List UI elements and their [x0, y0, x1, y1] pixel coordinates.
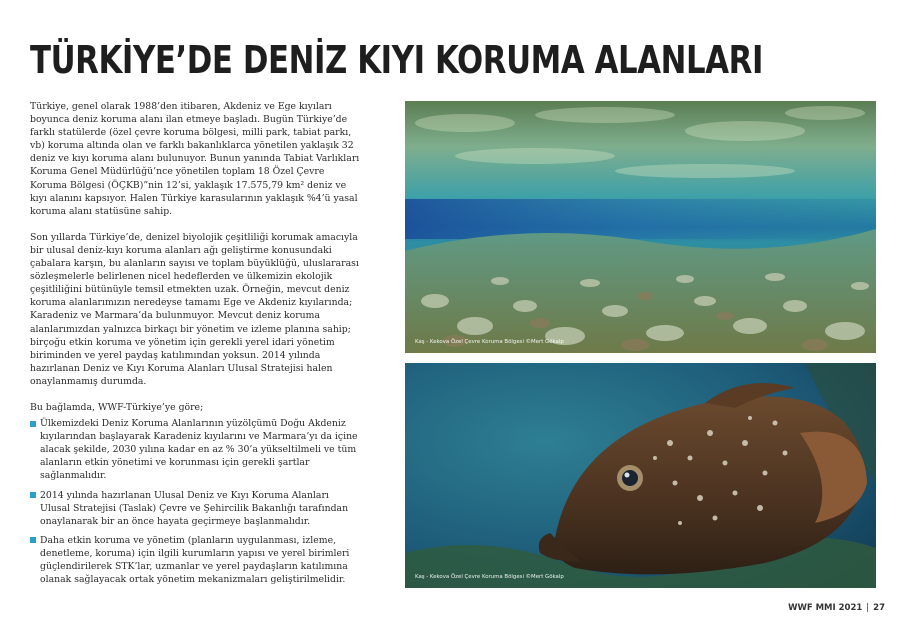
footer-separator: | — [866, 603, 870, 613]
list-intro: Bu bağlamda, WWF-Türkiye’ye göre; — [30, 401, 204, 413]
seabed-illustration — [405, 101, 876, 353]
seabed-photo — [405, 101, 876, 353]
page-number: 27 — [873, 603, 885, 613]
list-item: 2014 yılında hazırlanan Ulusal Deniz ve Kıyı Koruma Alanları Ulusal Stratejisi (Taslak) Çevre ve Şehircilik Bakanlığı tarafından onaylanarak bir an önce hayata geçirmeye başlanmalıdır. — [30, 489, 360, 528]
list-item: Ülkemizdeki Deniz Koruma Alanlarının yüzölçümü Doğu Akdeniz kıyılarından başlayarak Karadeniz kıyılarını ve Marmara’yı da içine alacak şekilde, 2030 yılına kadar en az % 30’a yükseltilmeli ve tüm alanların etkin yönetimi ve korunması için gerekli şartlar sağlanmalıdır. — [30, 417, 360, 482]
body-text-column — [30, 100, 360, 592]
list-item: Daha etkin koruma ve yönetim (planların uygulanması, izleme, denetleme, koruma) için ilgili kurumların yapısı ve yerel birimleri güçlendirilerek STK’lar, uzmanlar ve yerel paydaşların katılımına olanak sağlayacak ortak yönetim mekanizmaları geliştirilmelidir. — [30, 534, 360, 586]
page-title: TÜRKİYE’DE DENİZ KIYI KORUMA ALANLARI — [30, 38, 763, 82]
photo-caption: Kaş - Kekova Özel Çevre Koruma Bölgesi ©Mert Gökalp — [415, 574, 564, 580]
publication-name: WWF MMI 2021 — [788, 603, 863, 613]
page-footer — [788, 603, 885, 613]
paragraph-context: Son yıllarda Türkiye’de, denizel biyolojik çeşitliliği korumak amacıyla bir ulusal deniz-kıyı koruma alanları ağı geliştirme konusundaki çabalara karşın, bu alanların sayısı ve toplam büyüklüğü, uluslararası sözleşmelerle belirlenen nicel hedeflerden ve ülkemizin ekolojik çeşitliliğini bütünüyle temsil etmekten uzak. Örneğin, mevcut deniz koruma alanlarımızın neredeyse tamamı Ege ve Akdeniz kıyılarında; Karadeniz ve Marmara’da bulunmuyor. Mevcut deniz koruma alanlarımızdan yalnızca birkaçı bir yönetim ve izleme planına sahip; birçoğu etkin koruma ve yönetim için gerekli yerel idari yönetim biriminden ve yerel paydaş katılımından yoksun. 2014 yılında hazırlanan Deniz ve Kıyı Koruma Alanları Ulusal Stratejisi halen onaylanmamış durumda. — [30, 231, 359, 387]
paragraph-intro: Türkiye, genel olarak 1988’den itibaren, Akdeniz ve Ege kıyıları boyunca deniz koruma alanı ilan etmeye başladı. Bugün Türkiye’de farklı statülerde (özel çevre koruma bölgesi, milli park, tabiat parkı, vb) koruma altında olan ve farklı bakanlıklarca yönetilen yaklaşık 32 deniz ve kıyı koruma alanı bulunuyor. Bunun yanında Tabiat Varlıkları Koruma Genel Müdürlüğü’nce yönetilen toplam 18 Özel Çevre Koruma Bölgesi (ÖÇKB)”nin 12’si, yaklaşık 17.575,79 km² deniz ve kıyı alanını kapsıyor. Halen Türkiye karasularının yaklaşık %4’ü yasal koruma alanı statüsüne sahip. — [30, 101, 360, 217]
grouper-illustration — [405, 363, 876, 588]
photo-caption: Kaş - Kekova Özel Çevre Koruma Bölgesi ©Mert Gökalp — [415, 339, 564, 345]
recommendation-list — [30, 417, 360, 586]
grouper-photo — [405, 363, 876, 588]
